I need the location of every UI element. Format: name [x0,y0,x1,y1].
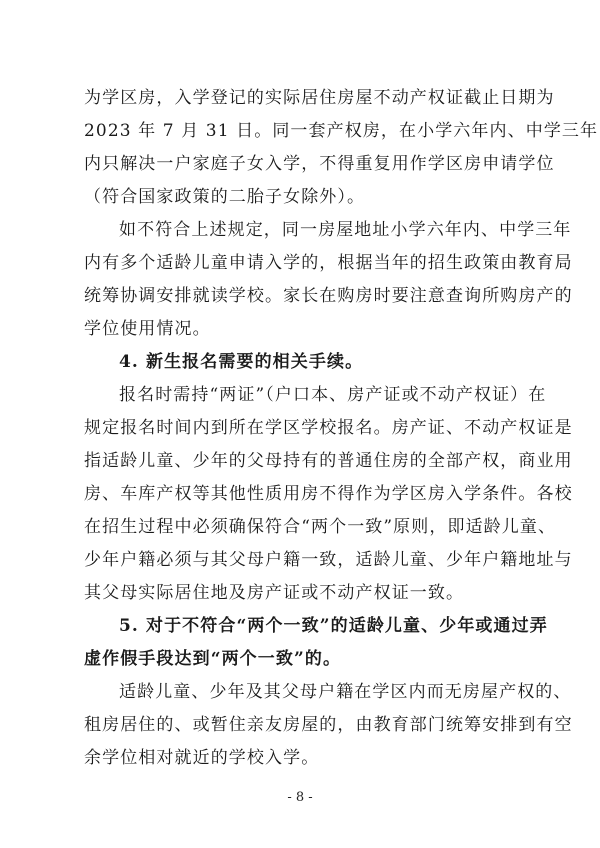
text-line: 学位使用情况。 [84,319,211,339]
text-line: 房、车库产权等其他性质用房不得作为学区房入学条件。各校 [84,484,573,504]
text-line: 内只解决一户家庭子女入学，不得重复用作学区房申请学位 [84,154,555,174]
text-line: 租房居住的、或暂住亲友房屋的，由教育部门统筹安排到有空 [84,715,573,735]
text-line: 规定报名时间内到所在学区学校报名。房产证、不动产权证是 [84,418,573,438]
text-line: 内有多个适龄儿童申请入学的，根据当年的招生政策由教育局 [84,253,573,273]
text-line: 余学位相对就近的学校入学。 [84,748,320,768]
text-line: （符合国家政策的二胎子女除外）。 [84,187,366,207]
section-heading-4: 4. 新生报名需要的相关手续。 [119,352,364,372]
page-number: - 8 - [287,790,313,805]
section-heading-5-cont: 虚作假手段达到“两个一致”的。 [84,649,342,669]
paragraph-start-line: 报名时需持“两证”（户口本、房产证或不动产权证）在 [119,385,547,405]
section-heading-5: 5. 对于不符合“两个一致”的适龄儿童、少年或通过弄 [119,616,548,636]
text-line: 统筹协调安排就读学校。家长在购房时要注意查询所购房产的 [84,286,573,306]
text-line: 指适龄儿童、少年的父母持有的普通住房的全部产权，商业用 [84,451,573,471]
text-line: 在招生过程中必须确保符合“两个一致”原则，即适龄儿童、 [84,517,557,537]
paragraph-start-line: 如不符合上述规定，同一房屋地址小学六年内、中学三年 [119,220,572,240]
text-line: 为学区房，入学登记的实际居住房屋不动产权证截止日期为 [84,88,555,108]
paragraph-start-line: 适龄儿童、少年及其父母户籍在学区内而无房屋产权的、 [119,682,572,702]
text-line: 2023 年 7 月 31 日。同一套产权房，在小学六年内、中学三年 [84,121,599,141]
text-line: 其父母实际居住地及房产证或不动产权证一致。 [84,583,465,603]
text-line: 少年户籍必须与其父母户籍一致，适龄儿童、少年户籍地址与 [84,550,573,570]
